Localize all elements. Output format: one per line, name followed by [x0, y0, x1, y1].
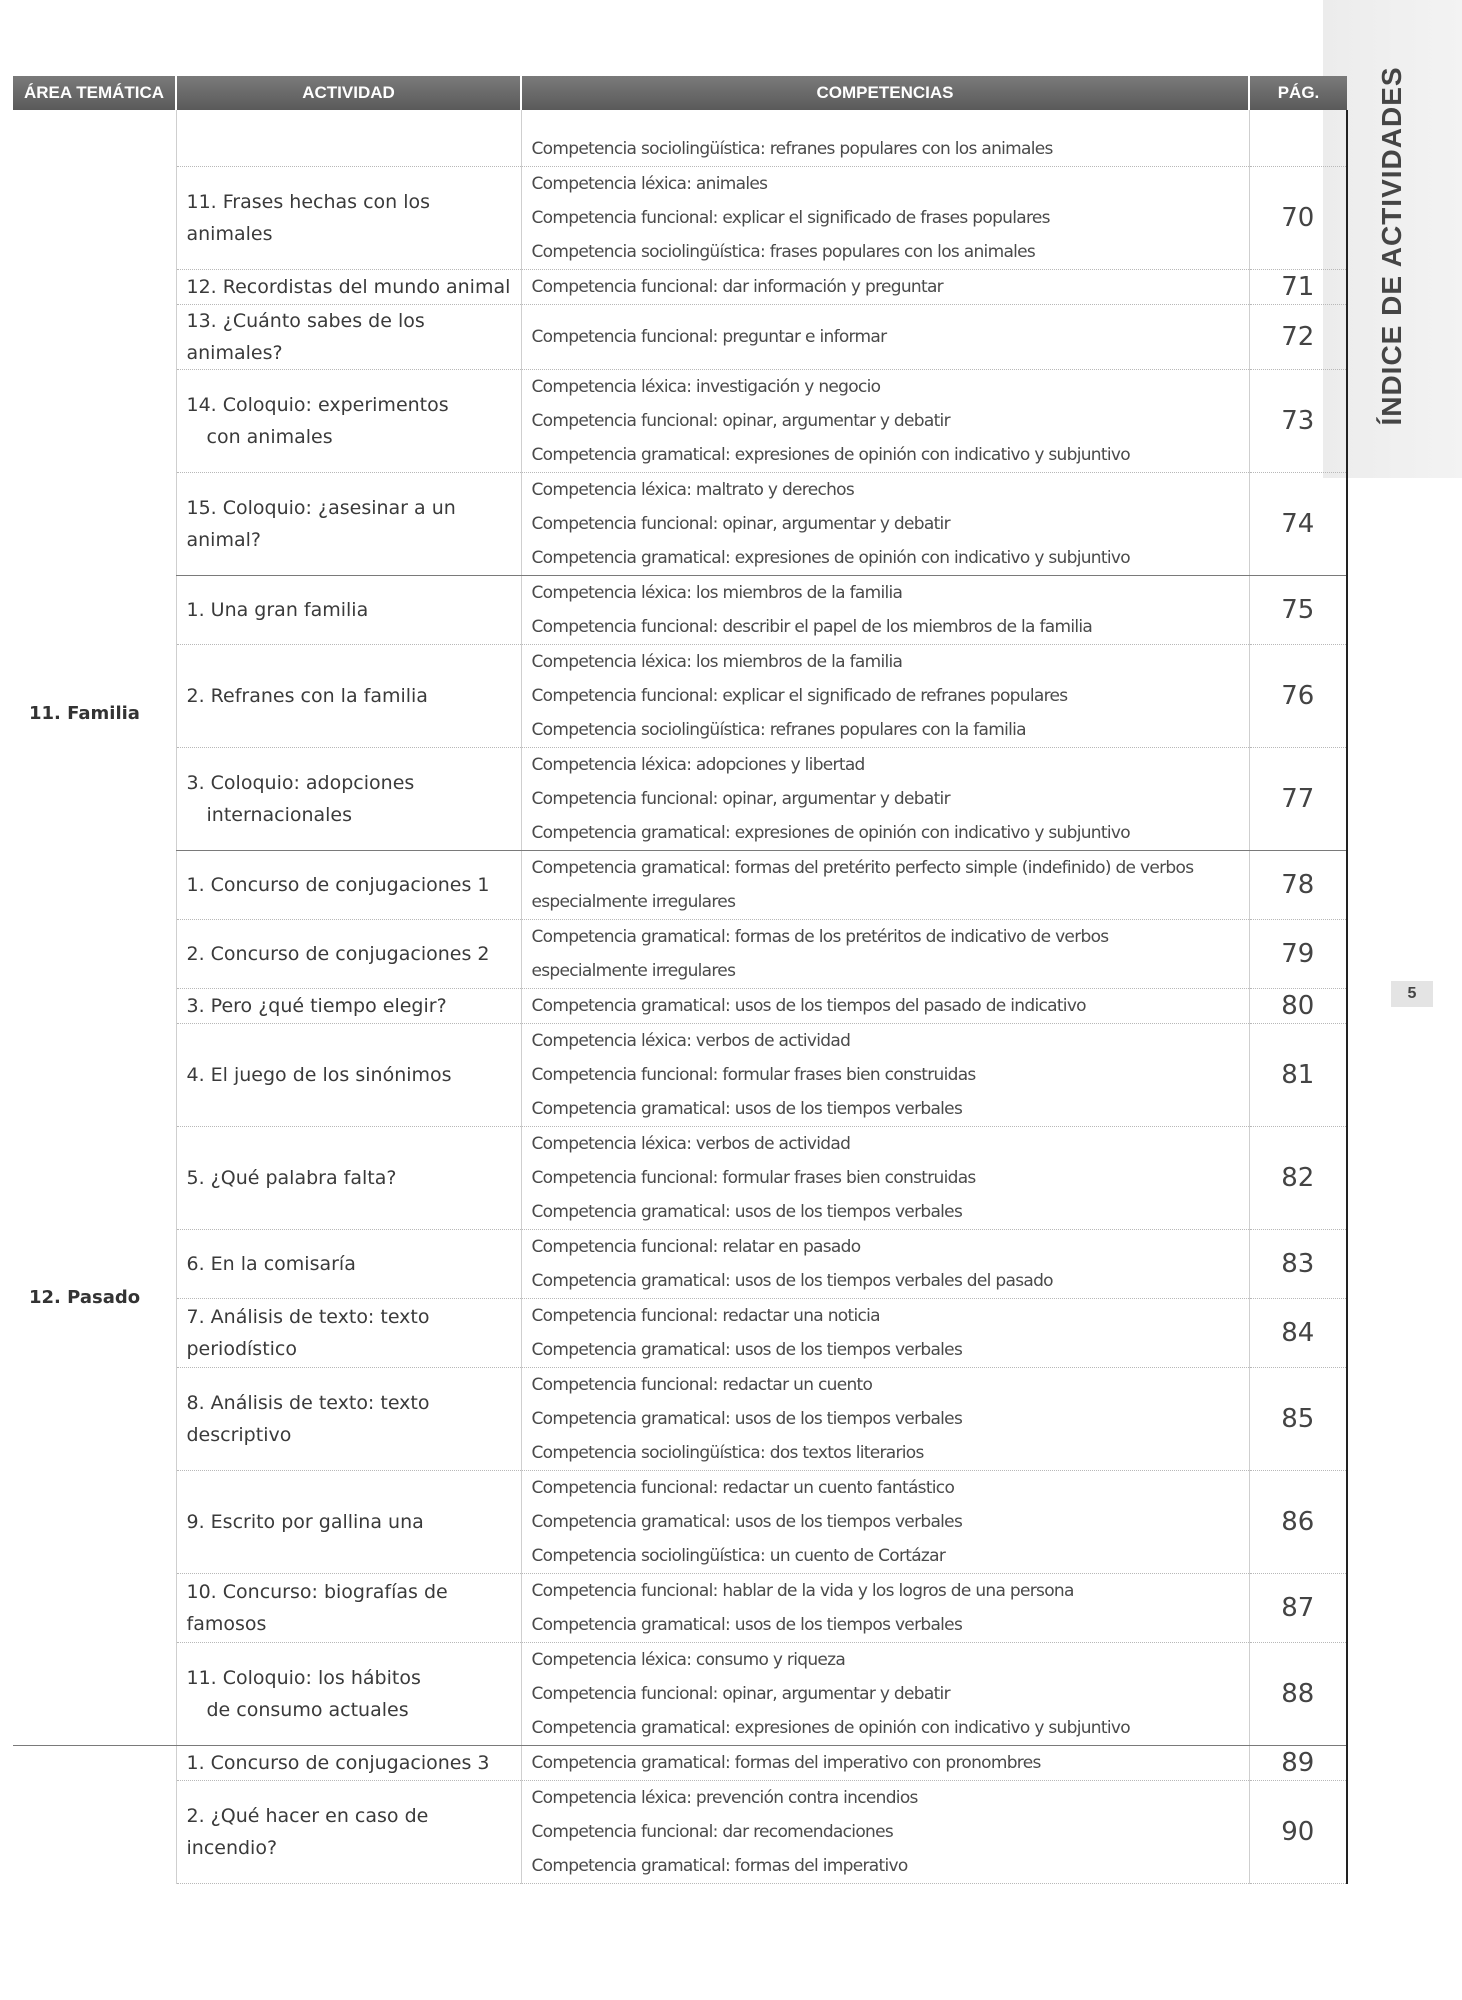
table-row: [13, 920, 1347, 989]
area-cell: [13, 851, 176, 1746]
competency-line: Competencia léxica: investigación y negocio: [531, 377, 881, 397]
competencies-cell: [521, 748, 1249, 851]
table-row: [13, 1643, 1347, 1746]
competency-line: Competencia funcional: formular frases bien construidas: [531, 1168, 976, 1188]
competency-line: Competencia sociolingüística: frases populares con los animales: [531, 242, 1036, 262]
activity-cell: [176, 1368, 521, 1471]
competency-line: Competencia funcional: redactar un cuento: [531, 1375, 873, 1395]
page-cell: 84: [1249, 1299, 1347, 1368]
activity-title: 4. El juego de los sinónimos: [186, 1064, 452, 1086]
competency-line: Competencia gramatical: usos de los tiempos verbales: [531, 1099, 963, 1119]
intro-line-row: [13, 132, 1347, 167]
page-cell: 90: [1249, 1781, 1347, 1884]
competency-line: Competencia léxica: consumo y riqueza: [531, 1650, 846, 1670]
competencies-cell: [521, 1299, 1249, 1368]
competency-line: Competencia gramatical: usos de los tiempos verbales del pasado: [531, 1271, 1053, 1291]
area-label: 12. Pasado: [29, 1287, 141, 1309]
activity-cell: [176, 167, 521, 270]
competencies-cell: [521, 473, 1249, 576]
activity-title-cont: internacionales: [206, 804, 353, 826]
competency-line: Competencia funcional: formular frases bien construidas: [531, 1065, 976, 1085]
activity-cell: [176, 1471, 521, 1574]
competency-line: Competencia funcional: opinar, argumentar y debatir: [531, 789, 950, 809]
activity-cell: [176, 1643, 521, 1746]
page-number: 5: [1391, 981, 1433, 1007]
page-cell: 83: [1249, 1230, 1347, 1299]
table-row: [13, 1230, 1347, 1299]
page-cell: 74: [1249, 473, 1347, 576]
activity-title: 3. Pero ¿qué tiempo elegir?: [186, 995, 447, 1017]
activity-cell: [176, 851, 521, 920]
competency-line: Competencia gramatical: expresiones de opinión con indicativo y subjuntivo: [531, 548, 1130, 568]
competencies-cell: [521, 1368, 1249, 1471]
activity-cell: [176, 1024, 521, 1127]
activity-cell: [176, 1746, 521, 1781]
side-title: ÍNDICE DE ACTIVIDADES: [1376, 66, 1407, 426]
activity-title: 14. Coloquio: experimentos: [186, 394, 449, 416]
page-cell: 89: [1249, 1746, 1347, 1781]
page-cell: 82: [1249, 1127, 1347, 1230]
competency-line: especialmente irregulares: [531, 961, 736, 981]
competency-line: Competencia sociolingüística: un cuento de Cortázar: [531, 1546, 946, 1566]
competencies-cell: [521, 1230, 1249, 1299]
competency-line: Competencia léxica: verbos de actividad: [531, 1031, 851, 1051]
activity-title: 2. Concurso de conjugaciones 2: [186, 943, 490, 965]
activity-cell: [176, 645, 521, 748]
intro-competency: Competencia sociolingüística: refranes populares con los animales: [531, 139, 1053, 159]
competency-line: Competencia gramatical: expresiones de opinión con indicativo y subjuntivo: [531, 823, 1130, 843]
competency-line: Competencia funcional: redactar un cuento fantástico: [531, 1478, 955, 1498]
competency-line: especialmente irregulares: [531, 892, 736, 912]
page-cell: 80: [1249, 989, 1347, 1024]
competency-line: Competencia gramatical: usos de los tiempos del pasado de indicativo: [531, 996, 1086, 1016]
activity-title: 2. ¿Qué hacer en caso de incendio?: [186, 1805, 429, 1859]
table-row: [13, 270, 1347, 305]
activity-title: 1. Concurso de conjugaciones 1: [186, 874, 490, 896]
page-cell: 86: [1249, 1471, 1347, 1574]
activity-title: 11. Frases hechas con los animales: [186, 191, 431, 245]
page-cell: 77: [1249, 748, 1347, 851]
activity-title: 6. En la comisaría: [186, 1253, 356, 1275]
area-cell: [13, 1746, 176, 1884]
activity-title: 5. ¿Qué palabra falta?: [186, 1167, 397, 1189]
page-cell: 79: [1249, 920, 1347, 989]
competencies-cell: [521, 270, 1249, 305]
competency-line: Competencia gramatical: usos de los tiempos verbales: [531, 1615, 963, 1635]
activity-cell: [176, 1574, 521, 1643]
table-row: [13, 1471, 1347, 1574]
page-cell: 72: [1249, 305, 1347, 370]
page-cell: 71: [1249, 270, 1347, 305]
table-row: [13, 1024, 1347, 1127]
activity-title: 2. Refranes con la familia: [186, 685, 428, 707]
header-page: PÁG.: [1249, 76, 1347, 110]
activity-title: 10. Concurso: biografías de famosos: [186, 1581, 448, 1635]
competency-line: Competencia funcional: hablar de la vida y los logros de una persona: [531, 1581, 1074, 1601]
activity-cell: [176, 473, 521, 576]
competencies-cell: [521, 920, 1249, 989]
activity-cell: [176, 920, 521, 989]
competency-line: Competencia funcional: explicar el significado de refranes populares: [531, 686, 1068, 706]
competency-line: Competencia gramatical: formas del pretérito perfecto simple (indefinido) de verbos: [531, 858, 1194, 878]
activity-title: 15. Coloquio: ¿asesinar a un animal?: [186, 497, 456, 551]
competencies-cell: [521, 1024, 1249, 1127]
table-row: [13, 851, 1347, 920]
page-cell: 75: [1249, 576, 1347, 645]
activity-title: 7. Análisis de texto: texto periodístico: [186, 1306, 430, 1360]
competency-line: Competencia funcional: redactar una noticia: [531, 1306, 880, 1326]
activity-title-cont: de consumo actuales: [206, 1699, 409, 1721]
competencies-cell: [521, 1781, 1249, 1884]
competency-line: Competencia léxica: maltrato y derechos: [531, 480, 855, 500]
table-row: [13, 1368, 1347, 1471]
competency-line: Competencia funcional: dar recomendaciones: [531, 1822, 894, 1842]
activity-title: 1. Una gran familia: [186, 599, 369, 621]
competency-line: Competencia gramatical: formas del imperativo con pronombres: [531, 1753, 1041, 1773]
competencies-cell: [521, 167, 1249, 270]
activities-index-table: [13, 76, 1348, 1884]
intro-row: [13, 110, 1347, 132]
competency-line: Competencia léxica: animales: [531, 174, 768, 194]
competencies-cell: [521, 645, 1249, 748]
competency-line: Competencia gramatical: expresiones de opinión con indicativo y subjuntivo: [531, 1718, 1130, 1738]
area-label: 11. Familia: [29, 702, 140, 724]
competency-line: Competencia funcional: explicar el significado de frases populares: [531, 208, 1050, 228]
competency-line: Competencia gramatical: formas del imperativo: [531, 1856, 908, 1876]
activity-title: 12. Recordistas del mundo animal: [186, 276, 511, 298]
page-cell: 81: [1249, 1024, 1347, 1127]
table-row: [13, 1781, 1347, 1884]
activity-cell: [176, 576, 521, 645]
page-cell: 78: [1249, 851, 1347, 920]
competencies-cell: [521, 851, 1249, 920]
competency-line: Competencia léxica: los miembros de la familia: [531, 652, 903, 672]
competencies-cell: [521, 1471, 1249, 1574]
competencies-cell: [521, 305, 1249, 370]
activity-cell: [176, 370, 521, 473]
table-row: [13, 645, 1347, 748]
activity-title: 8. Análisis de texto: texto descriptivo: [186, 1392, 430, 1446]
competency-line: Competencia funcional: opinar, argumentar y debatir: [531, 1684, 950, 1704]
table-row: [13, 989, 1347, 1024]
competencies-cell: [521, 1643, 1249, 1746]
competency-line: Competencia sociolingüística: refranes populares con la familia: [531, 720, 1026, 740]
activity-cell: [176, 1127, 521, 1230]
competency-line: Competencia funcional: relatar en pasado: [531, 1237, 861, 1257]
area-cell: [13, 167, 176, 576]
table-row: [13, 748, 1347, 851]
competency-line: Competencia funcional: dar información y preguntar: [531, 277, 943, 297]
competencies-cell: [521, 370, 1249, 473]
competency-line: Competencia sociolingüística: dos textos literarios: [531, 1443, 924, 1463]
activity-title: 9. Escrito por gallina una: [186, 1511, 424, 1533]
table-row: [13, 167, 1347, 270]
competencies-cell: [521, 1746, 1249, 1781]
table-row: [13, 1574, 1347, 1643]
activity-title: 1. Concurso de conjugaciones 3: [186, 1752, 490, 1774]
page-cell: 76: [1249, 645, 1347, 748]
header-area: ÁREA TEMÁTICA: [13, 76, 176, 110]
activity-cell: [176, 1299, 521, 1368]
activity-cell: [176, 270, 521, 305]
competency-line: Competencia funcional: opinar, argumentar y debatir: [531, 411, 950, 431]
page-cell: 87: [1249, 1574, 1347, 1643]
competency-line: Competencia funcional: preguntar e informar: [531, 327, 887, 347]
competencies-cell: [521, 576, 1249, 645]
table-row: [13, 1299, 1347, 1368]
header-activity: ACTIVIDAD: [176, 76, 521, 110]
table-row: [13, 1127, 1347, 1230]
activity-cell: [176, 1781, 521, 1884]
competency-line: Competencia funcional: opinar, argumentar y debatir: [531, 514, 950, 534]
competency-line: Competencia léxica: adopciones y libertad: [531, 755, 865, 775]
table-row: [13, 576, 1347, 645]
area-cell: [13, 576, 176, 851]
competency-line: Competencia gramatical: usos de los tiempos verbales: [531, 1409, 963, 1429]
activity-cell: [176, 989, 521, 1024]
page-cell: 88: [1249, 1643, 1347, 1746]
competencies-cell: [521, 1574, 1249, 1643]
page-cell: 73: [1249, 370, 1347, 473]
activity-title: 11. Coloquio: los hábitos: [186, 1667, 421, 1689]
table-row: [13, 305, 1347, 370]
competencies-cell: [521, 989, 1249, 1024]
header-competencies: COMPETENCIAS: [521, 76, 1249, 110]
page-cell: 70: [1249, 167, 1347, 270]
activity-cell: [176, 748, 521, 851]
activity-title: 13. ¿Cuánto sabes de los animales?: [186, 310, 425, 364]
competency-line: Competencia gramatical: expresiones de opinión con indicativo y subjuntivo: [531, 445, 1130, 465]
competency-line: Competencia gramatical: usos de los tiempos verbales: [531, 1340, 963, 1360]
activity-cell: [176, 305, 521, 370]
activity-title-cont: con animales: [206, 426, 333, 448]
table-row: [13, 473, 1347, 576]
table-header-row: [13, 76, 1347, 110]
table-row: [13, 370, 1347, 473]
table-row: [13, 1746, 1347, 1781]
competency-line: Competencia gramatical: usos de los tiempos verbales: [531, 1202, 963, 1222]
page-cell: 85: [1249, 1368, 1347, 1471]
competency-line: Competencia léxica: los miembros de la familia: [531, 583, 903, 603]
competency-line: Competencia léxica: prevención contra incendios: [531, 1788, 918, 1808]
competency-line: Competencia funcional: describir el papel de los miembros de la familia: [531, 617, 1093, 637]
activity-title: 3. Coloquio: adopciones: [186, 772, 415, 794]
competency-line: Competencia léxica: verbos de actividad: [531, 1134, 851, 1154]
competency-line: Competencia gramatical: usos de los tiempos verbales: [531, 1512, 963, 1532]
competencies-cell: [521, 1127, 1249, 1230]
competency-line: Competencia gramatical: formas de los pretéritos de indicativo de verbos: [531, 927, 1109, 947]
activity-cell: [176, 1230, 521, 1299]
